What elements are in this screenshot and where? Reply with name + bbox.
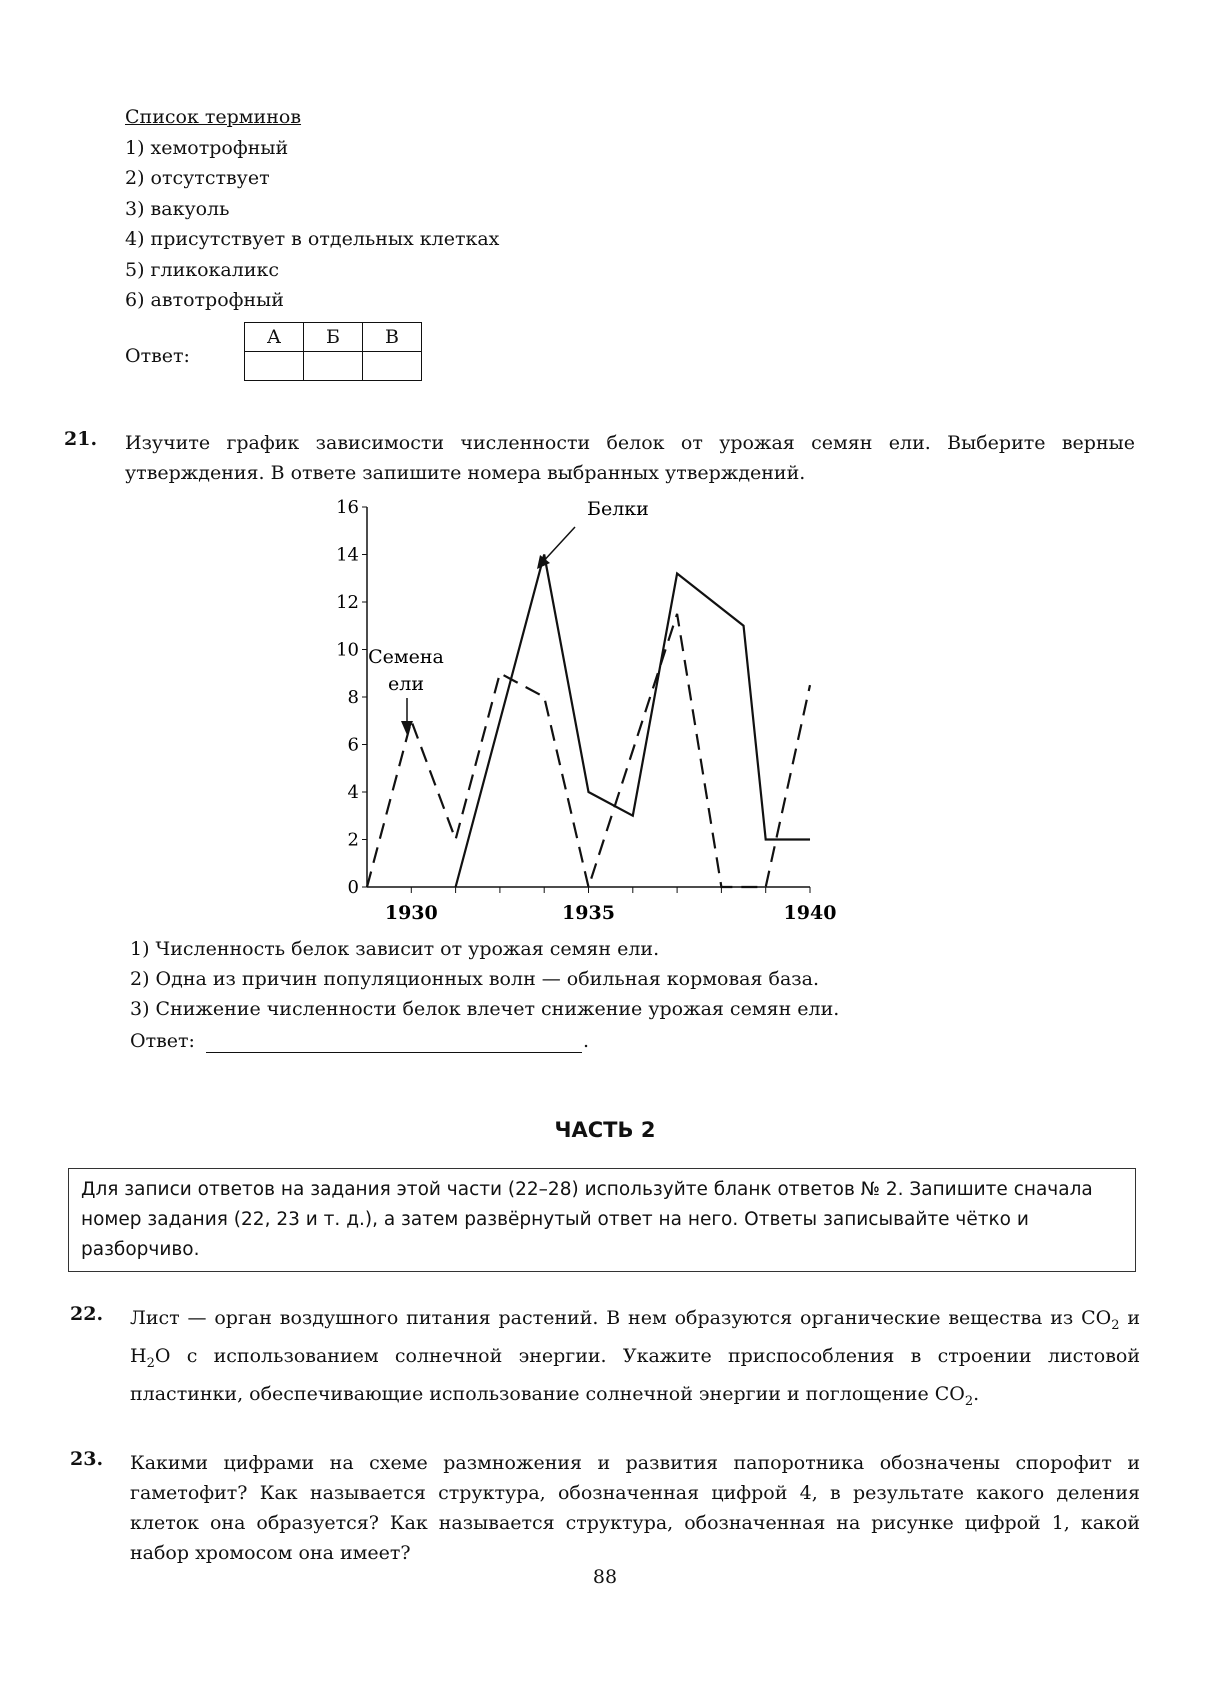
y-tick-label: 2 <box>347 829 359 851</box>
term-item: 1) хемотрофный <box>125 137 289 159</box>
series-label-seeds: Семена <box>368 646 444 668</box>
terms-title: Список терминов <box>125 106 302 128</box>
text: Лист — орган воздушного питания растений. В нем образуются органические вещества из CO <box>130 1307 1112 1329</box>
column-header: А <box>245 323 304 352</box>
subscript: 2 <box>1111 1317 1120 1333</box>
term-item: 5) гликокаликс <box>125 259 279 281</box>
term-item: 2) отсутствует <box>125 167 270 189</box>
y-tick-label: 6 <box>347 734 359 756</box>
page-number: 88 <box>592 1566 618 1588</box>
text: . <box>973 1382 980 1405</box>
y-tick-label: 16 <box>336 497 359 518</box>
y-tick-label: 14 <box>336 544 359 566</box>
part-title: ЧАСТЬ 2 <box>554 1118 656 1142</box>
text: O с использованием солнечной энергии. Укажите приспособления в строении листовой пластинки, обеспечивающие использование солнечной энергии и поглощение CO <box>130 1344 1140 1405</box>
answer-end: . <box>583 1030 590 1052</box>
answer-line[interactable] <box>206 1052 582 1053</box>
squirrels-series-line <box>456 555 810 888</box>
question-text <box>130 1303 1140 1416</box>
question-number: 22. <box>70 1303 104 1325</box>
instructions-box: Для записи ответов на задания этой части (22–28) используйте бланк ответов № 2. Запишите сначала номер задания (22, 23 и т. д.), а затем развёрнутый ответ на него. Ответы записывайте чётко и разборчиво. <box>68 1168 1136 1272</box>
text: и H <box>130 1307 1140 1367</box>
series-label-seeds: ели <box>388 673 424 695</box>
question-number: 21. <box>64 428 98 450</box>
y-tick-label: 0 <box>347 877 359 898</box>
answer-cell[interactable] <box>304 352 363 381</box>
y-tick-label: 10 <box>336 639 359 661</box>
question-text: Какими цифрами на схеме размножения и развития папоротника обозначены спорофит и гаметофит? Как называется структура, обозначенная цифрой 4, в результате какого деления клеток она образуется? Как называется структура, обозначенная на рисунке цифрой 1, какой набор хромосом она имеет? <box>130 1452 1140 1564</box>
statement: 2) Одна из причин популяционных волн — обильная кормовая база. <box>130 968 820 990</box>
answer-cell[interactable] <box>363 352 422 381</box>
column-header: Б <box>304 323 363 352</box>
chart <box>300 485 900 925</box>
column-header: В <box>363 323 422 352</box>
question-number: 23. <box>70 1448 104 1470</box>
term-item: 6) автотрофный <box>125 289 284 311</box>
subscript: 2 <box>964 1393 974 1409</box>
statement: 1) Численность белок зависит от урожая семян ели. <box>130 938 660 960</box>
answer-cell[interactable] <box>245 352 304 381</box>
answer-label: Ответ: <box>130 1030 195 1052</box>
y-tick-label: 12 <box>336 592 359 613</box>
series-label-squirrels: Белки <box>587 498 649 520</box>
y-tick-label: 8 <box>347 687 359 708</box>
answer-label: Ответ: <box>125 345 190 367</box>
question-text: Изучите график зависимости численности белок от урожая семян ели. Выберите верные утверждения. В ответе запишите номера выбранных утверждений. <box>125 432 1135 484</box>
arrow-head <box>401 721 413 735</box>
y-tick-label: 4 <box>347 782 359 803</box>
subscript: 2 <box>146 1355 155 1371</box>
x-tick-label: 1940 <box>783 902 837 924</box>
answer-table <box>244 322 422 381</box>
statement: 3) Снижение численности белок влечет снижение урожая семян ели. <box>130 998 840 1020</box>
term-item: 4) присутствует в отдельных клетках <box>125 228 500 250</box>
term-item: 3) вакуоль <box>125 198 230 220</box>
x-tick-label: 1935 <box>562 902 615 924</box>
x-tick-label: 1930 <box>384 902 438 924</box>
